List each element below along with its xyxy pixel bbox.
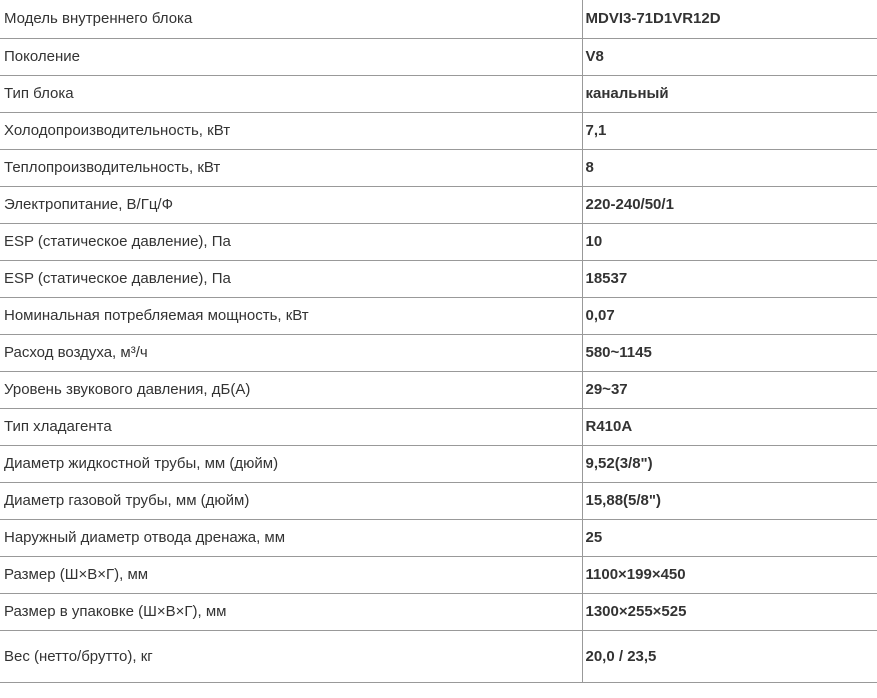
- row-label: Номинальная потребляемая мощность, кВт: [0, 297, 582, 334]
- table-row: [0, 482, 877, 519]
- table-row: [0, 593, 877, 630]
- row-label: ESP (статическое давление), Па: [0, 223, 582, 260]
- row-value: 1300×255×525: [582, 593, 877, 630]
- row-label: Холодопроизводительность, кВт: [0, 112, 582, 149]
- row-value: 1100×199×450: [582, 556, 877, 593]
- row-value: канальный: [582, 75, 877, 112]
- row-value: 29~37: [582, 371, 877, 408]
- row-label: Размер в упаковке (Ш×В×Г), мм: [0, 593, 582, 630]
- row-label: Диаметр жидкостной трубы, мм (дюйм): [0, 445, 582, 482]
- table-row: [0, 149, 877, 186]
- row-label: Уровень звукового давления, дБ(А): [0, 371, 582, 408]
- row-value: 25: [582, 519, 877, 556]
- table-row: [0, 112, 877, 149]
- table-row: [0, 186, 877, 223]
- row-label: Модель внутреннего блока: [0, 0, 582, 38]
- row-value: 0,07: [582, 297, 877, 334]
- row-value: 7,1: [582, 112, 877, 149]
- table-row: [0, 408, 877, 445]
- row-value: 220-240/50/1: [582, 186, 877, 223]
- row-value: R410A: [582, 408, 877, 445]
- row-value: V8: [582, 38, 877, 75]
- table-row: [0, 297, 877, 334]
- table-row: [0, 630, 877, 682]
- row-label: Вес (нетто/брутто), кг: [0, 630, 582, 682]
- table-row: [0, 38, 877, 75]
- row-label: Теплопроизводительность, кВт: [0, 149, 582, 186]
- row-value: 580~1145: [582, 334, 877, 371]
- row-label: Тип хладагента: [0, 408, 582, 445]
- table-row: [0, 0, 877, 38]
- row-label: Поколение: [0, 38, 582, 75]
- row-label: Диаметр газовой трубы, мм (дюйм): [0, 482, 582, 519]
- table-row: [0, 371, 877, 408]
- row-value: MDVI3-71D1VR12D: [582, 0, 877, 38]
- table-row: [0, 519, 877, 556]
- row-value: 15,88(5/8"): [582, 482, 877, 519]
- row-value: 8: [582, 149, 877, 186]
- table-row: [0, 334, 877, 371]
- row-label: Тип блока: [0, 75, 582, 112]
- table-row: [0, 556, 877, 593]
- table-row: [0, 75, 877, 112]
- row-label: Размер (Ш×В×Г), мм: [0, 556, 582, 593]
- table-row: [0, 223, 877, 260]
- row-label: ESP (статическое давление), Па: [0, 260, 582, 297]
- row-value: 18537: [582, 260, 877, 297]
- row-value: 20,0 / 23,5: [582, 630, 877, 682]
- row-label: Наружный диаметр отвода дренажа, мм: [0, 519, 582, 556]
- table-row: [0, 260, 877, 297]
- row-value: 9,52(3/8"): [582, 445, 877, 482]
- row-value: 10: [582, 223, 877, 260]
- row-label: Электропитание, В/Гц/Ф: [0, 186, 582, 223]
- table-row: [0, 445, 877, 482]
- row-label: Расход воздуха, м³/ч: [0, 334, 582, 371]
